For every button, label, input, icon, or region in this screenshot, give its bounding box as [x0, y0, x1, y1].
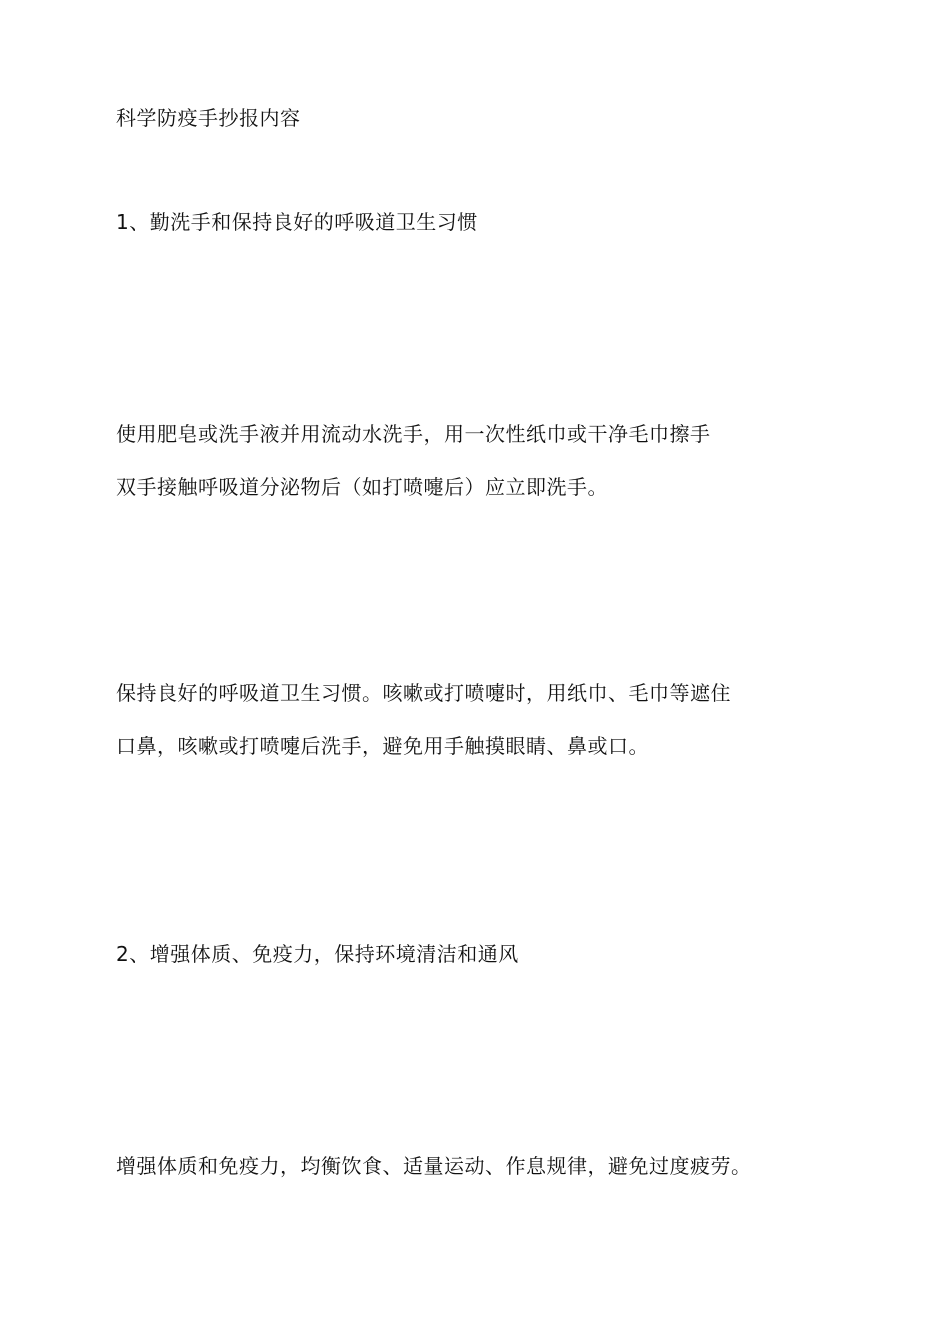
document-title: 科学防疫手抄报内容 — [116, 106, 301, 130]
section-1-paragraph-1-line-1: 使用肥皂或洗手液并用流动水洗手，用一次性纸巾或干净毛巾擦手 — [116, 422, 711, 446]
section-2-heading: 2、增强体质、免疫力，保持环境清洁和通风 — [116, 942, 519, 966]
section-1-heading: 1、勤洗手和保持良好的呼吸道卫生习惯 — [116, 210, 478, 234]
section-2-paragraph-1-line-1: 增强体质和免疫力，均衡饮食、适量运动、作息规律，避免过度疲劳。 — [116, 1154, 752, 1178]
section-1-paragraph-2-line-1: 保持良好的呼吸道卫生习惯。咳嗽或打喷嚏时，用纸巾、毛巾等遮住 — [116, 681, 731, 705]
section-1-paragraph-2-line-2: 口鼻，咳嗽或打喷嚏后洗手，避免用手触摸眼睛、鼻或口。 — [116, 734, 649, 758]
section-1-paragraph-1-line-2: 双手接触呼吸道分泌物后（如打喷嚏后）应立即洗手。 — [116, 475, 608, 499]
